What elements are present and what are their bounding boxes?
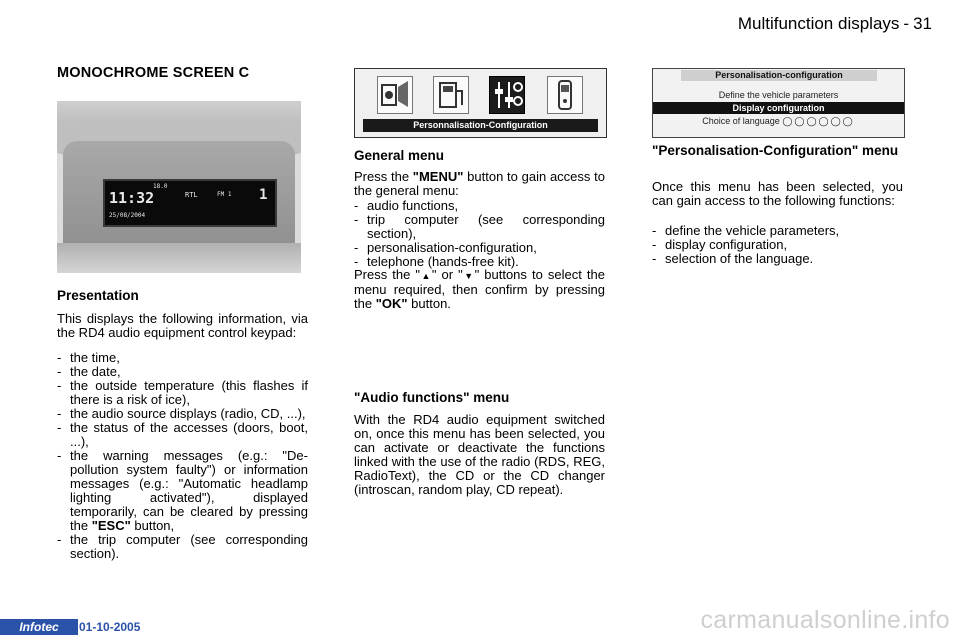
press-prefix: Press the	[354, 169, 410, 184]
audio-functions-heading: "Audio functions" menu	[354, 390, 510, 405]
general-menu-heading: General menu	[354, 148, 445, 163]
settings-icon	[489, 76, 525, 114]
menu-selection-bar: Personnalisation-Configuration	[363, 119, 598, 132]
navigation-instructions	[354, 268, 605, 311]
presentation-intro: This displays the following information, via the RD4 audio equipment control keypad:	[57, 311, 308, 340]
list-item: - personalisation-configuration,	[354, 241, 605, 255]
nav-text-3: " buttons to select the menu required, then confirm by pressing the	[354, 267, 605, 311]
language-flags-icon: ◯◯◯◯◯◯	[782, 116, 855, 126]
list-item: - the time,	[57, 351, 308, 365]
config-line-vehicle-parameters: Define the vehicle parameters	[718, 90, 839, 100]
list-item: - the outside temperature (this flashes if there is a risk of ice),	[57, 379, 308, 407]
list-item: - trip computer (see corresponding section),	[354, 213, 605, 241]
nav-text-2: " or "	[431, 267, 463, 282]
infotec-logo: Infotec	[0, 619, 78, 635]
list-item-warnings	[57, 449, 308, 533]
personalisation-heading: "Personalisation-Configuration" menu	[652, 143, 899, 158]
telephone-icon	[547, 76, 583, 114]
config-line-display-configuration: Display configuration	[653, 102, 904, 114]
config-screen-title: Personalisation-configuration	[681, 70, 877, 81]
list-item: - display configuration,	[652, 238, 903, 252]
ok-key-label: "OK"	[375, 296, 408, 311]
lcd-preset-number: 1	[259, 187, 268, 203]
trip-computer-icon	[433, 76, 469, 114]
menu-key-label: "MENU"	[412, 169, 464, 184]
config-language-label: Choice of language	[702, 116, 780, 126]
list-item: - the date,	[57, 365, 308, 379]
presentation-list	[57, 351, 308, 561]
list-item: - the audio source displays (radio, CD, ...),	[57, 407, 308, 421]
page-number: 31	[913, 14, 932, 33]
list-item: - telephone (hands-free kit).	[354, 255, 605, 269]
menu-screen	[354, 68, 607, 138]
lcd-radio-label: RTL	[185, 191, 198, 199]
audio-functions-text: With the RD4 audio equipment switched on, once this menu has been selected, you can activate or deactivate the functions linked with the use of the radio (RDS, REG, RadioText), the CD or the CD changer (introscan, random play, CD repeat).	[354, 412, 605, 497]
arrow-down-icon: ▼	[462, 271, 475, 281]
ok-suffix: button.	[411, 296, 451, 311]
list-item: - the trip computer (see corresponding section).	[57, 533, 308, 561]
list-item: - define the vehicle parameters,	[652, 224, 903, 238]
warning-item-text: the warning messages (e.g.: "De-pollution system faulty") or information messages (e.g.: "Automatic headlamp lighting activated"), displayed temporarily, can be cleared by pressing the	[70, 448, 308, 533]
list-item: - audio functions,	[354, 199, 605, 213]
config-screen	[652, 68, 905, 138]
presentation-heading: Presentation	[57, 288, 139, 303]
lcd-radio-mode: FM 1	[217, 191, 232, 198]
nav-text-1: Press the "	[354, 267, 421, 282]
warning-item-end: button,	[134, 518, 175, 533]
audio-icon	[377, 76, 413, 114]
display-photo	[57, 101, 301, 273]
watermark: carmanualsonline.info	[700, 606, 950, 634]
press-suffix: button to gain access to the general menu:	[354, 169, 605, 198]
arrow-up-icon: ▲	[420, 271, 432, 281]
personalisation-intro: Once this menu has been selected, you can gain access to the following functions:	[652, 179, 903, 208]
header-separator: -	[903, 14, 910, 33]
esc-key-label: "ESC"	[91, 518, 131, 533]
general-menu-list	[354, 199, 605, 269]
section-title: MONOCHROME SCREEN C	[57, 65, 250, 81]
config-line-language	[653, 115, 904, 127]
lcd-screen	[103, 179, 277, 227]
lcd-time: 11:32	[109, 189, 155, 207]
list-item: - the status of the accesses (doors, boot, ...),	[57, 421, 308, 449]
header-title: Multifunction displays	[737, 14, 900, 33]
page-header	[738, 14, 932, 34]
personalisation-list	[652, 224, 903, 266]
general-menu-intro	[354, 170, 605, 198]
lcd-date: 25/08/2004	[109, 212, 146, 219]
lcd-temperature: 18.0	[153, 183, 168, 190]
list-item: - selection of the language.	[652, 252, 903, 266]
footer-date: 01-10-2005	[79, 620, 141, 634]
